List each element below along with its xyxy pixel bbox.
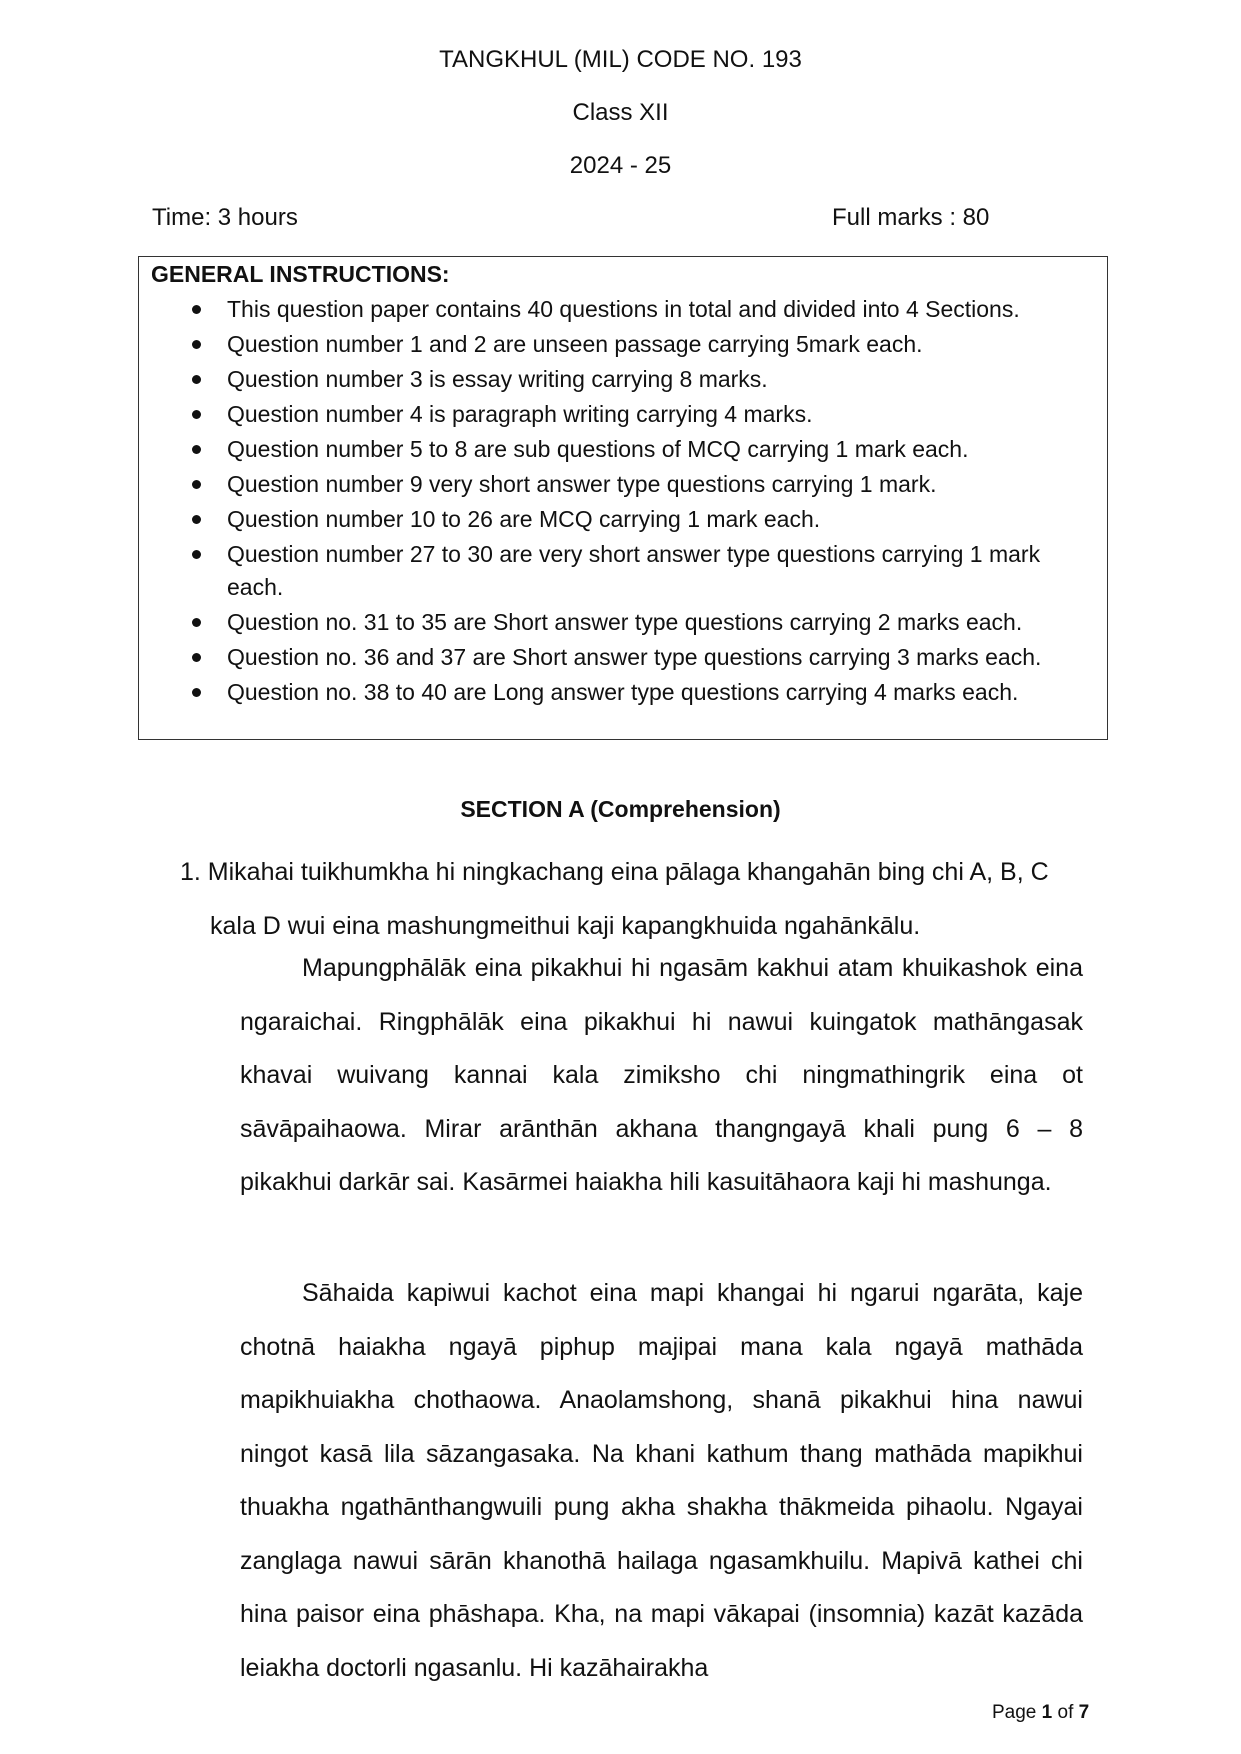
instruction-text: Question no. 31 to 35 are Short answer type questions carrying 2 marks each. — [227, 609, 1023, 635]
instruction-item — [139, 606, 1109, 639]
bullet-icon — [192, 515, 201, 524]
instruction-text: This question paper contains 40 questions in total and divided into 4 Sections. — [227, 296, 1020, 322]
instruction-text: Question number 3 is essay writing carrying 8 marks. — [227, 366, 768, 392]
instruction-text: Question number 10 to 26 are MCQ carrying 1 mark each. — [227, 506, 821, 532]
full-marks: Full marks : 80 — [832, 204, 990, 231]
general-instructions-box — [138, 256, 1108, 740]
time-allowed: Time: 3 hours — [152, 204, 298, 231]
bullet-icon — [192, 445, 201, 454]
page-total: 7 — [1078, 1702, 1090, 1723]
instruction-item — [139, 433, 1109, 466]
instruction-item — [139, 503, 1109, 536]
question-1-text: 1. Mikahai tuikhumkha hi ningkachang eina pālaga khangahān bing chi A, B, C kala D wui eina mashungmeithui kaji kapangkhuida ngahānkālu. — [180, 858, 1049, 940]
bullet-icon — [192, 480, 201, 489]
instruction-text: Question number 27 to 30 are very short answer type questions carrying 1 mark each. — [227, 541, 1041, 600]
bullet-icon — [192, 375, 201, 384]
page-label: Page — [992, 1702, 1042, 1723]
passage-paragraph-2: Sāhaida kapiwui kachot eina mapi khangai hi ngarui ngarāta, kaje chotnā haiakha ngayā piphup majipai mana kala ngayā mathāda mapikhuiakha chothaowa. Anaolamshong, shanā pikakhui hina nawui ningot kasā lila sāzangasaka. Na khani kathum thang mathāda mapikhui thuakha ngathānthangwuili pung akha shakha thākmeida pihaolu. Ngayai zanglaga nawui sārān khanothā hailaga ngasamkhuilu. Mapivā kathei chi hina paisor eina phāshapa. Kha, na mapi vākapai (insomnia) kazāt kazāda leiakha doctorli ngasanlu. Hi kazāhairakha — [240, 1279, 1083, 1682]
page-current: 1 — [1041, 1702, 1053, 1723]
bullet-icon — [192, 618, 201, 627]
instruction-item — [139, 468, 1109, 501]
instruction-text: Question number 4 is paragraph writing carrying 4 marks. — [227, 401, 813, 427]
instruction-item — [139, 641, 1109, 674]
instruction-item — [139, 398, 1109, 431]
instruction-text: Question number 5 to 8 are sub questions of MCQ carrying 1 mark each. — [227, 436, 969, 462]
instruction-item — [139, 676, 1109, 709]
bullet-icon — [192, 410, 201, 419]
instruction-text: Question number 1 and 2 are unseen passage carrying 5mark each. — [227, 331, 923, 357]
page-number — [992, 1702, 1089, 1724]
instructions-heading: GENERAL INSTRUCTIONS: — [151, 261, 450, 287]
instruction-item — [139, 328, 1109, 361]
bullet-icon — [192, 653, 201, 662]
class-label: Class XII — [572, 99, 669, 126]
instruction-item — [139, 538, 1109, 604]
bullet-icon — [192, 340, 201, 349]
instruction-text: Question no. 36 and 37 are Short answer type questions carrying 3 marks each. — [227, 644, 1042, 670]
instruction-item — [139, 293, 1109, 326]
instruction-text: Question number 9 very short answer type questions carrying 1 mark. — [227, 471, 937, 497]
bullet-icon — [192, 550, 201, 559]
question-1 — [180, 845, 1085, 953]
instruction-item — [139, 363, 1109, 396]
section-a-heading: SECTION A (Comprehension) — [460, 796, 781, 822]
instructions-list — [139, 293, 1109, 711]
session-year: 2024 - 25 — [569, 152, 672, 179]
page-of-label: of — [1052, 1702, 1079, 1723]
passage-paragraph-1: Mapungphālāk eina pikakhui hi ngasām kakhui atam khuikashok eina ngaraichai. Ringphālāk eina pikakhui hi nawui kuingatok mathāngasak khavai wuivang kannai kala zimiksho chi ningmathingrik eina ot sāvāpaihaowa. Mirar arānthān akhana thangngayā khali pung 6 – 8 pikakhui darkār sai. Kasārmei haiakha hili kasuitāhaora kaji hi mashunga. — [240, 954, 1083, 1196]
bullet-icon — [192, 688, 201, 697]
paper-title: TANGKHUL (MIL) CODE NO. 193 — [439, 46, 802, 73]
bullet-icon — [192, 305, 201, 314]
instruction-text: Question no. 38 to 40 are Long answer type questions carrying 4 marks each. — [227, 679, 1019, 705]
